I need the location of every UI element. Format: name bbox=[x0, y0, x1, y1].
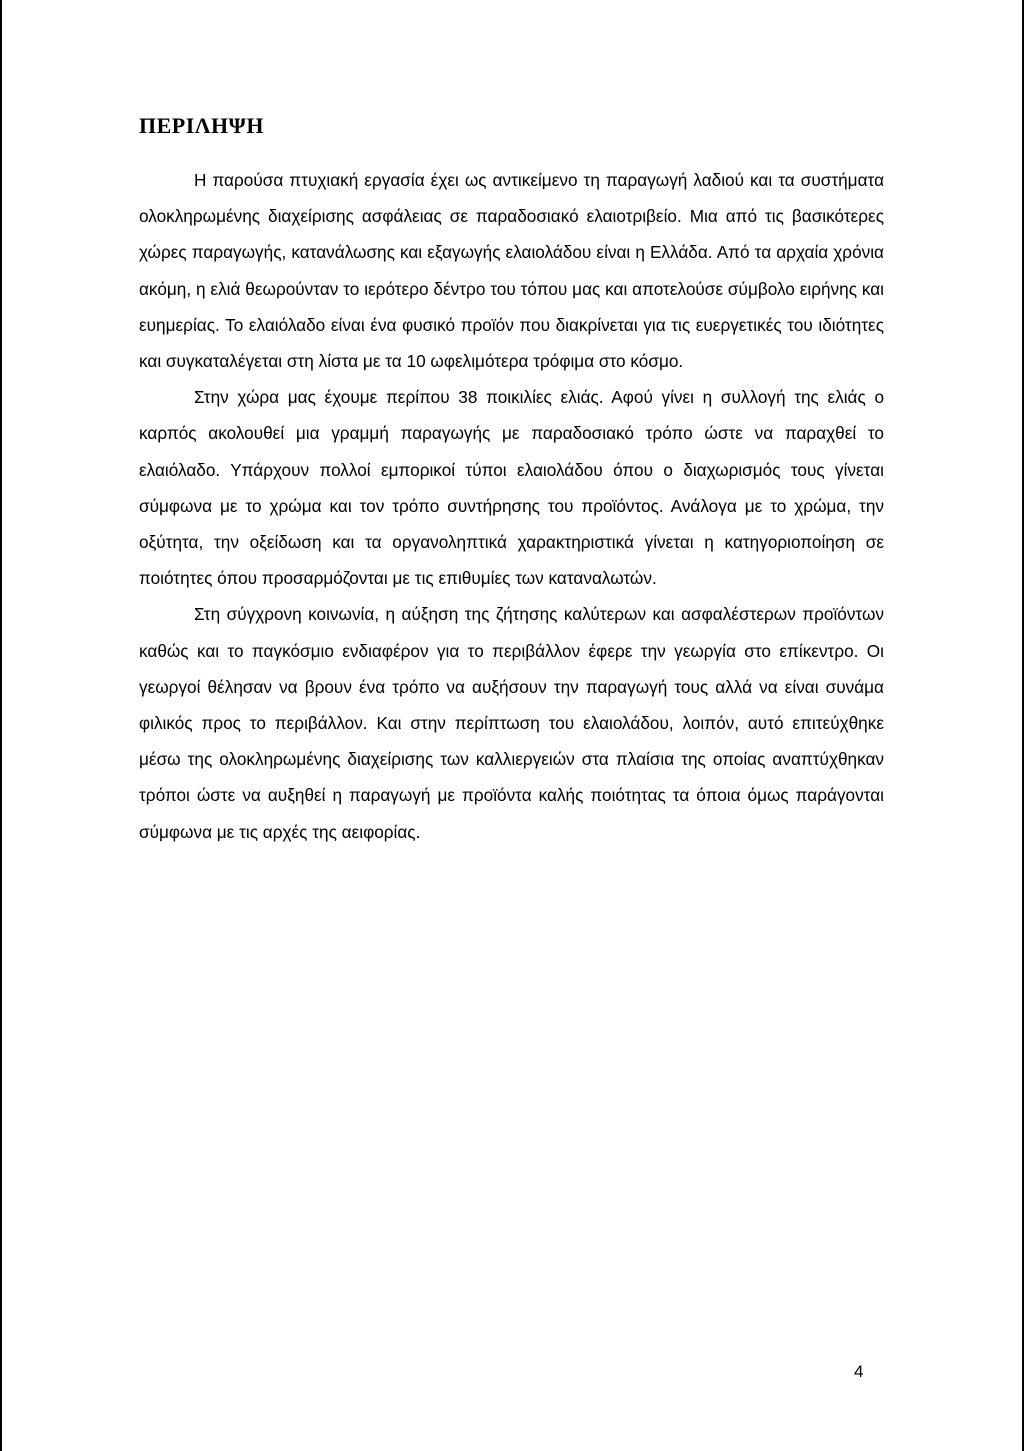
page-number: 4 bbox=[854, 1362, 864, 1381]
page-heading: ΠΕΡΙΛΗΨΗ bbox=[139, 113, 264, 138]
paragraph-1: Η παρούσα πτυχιακή εργασία έχει ως αντικείμενο τη παραγωγή λαδιού και τα συστήματα ολοκληρωμένης διαχείρισης ασφάλειας σε παραδοσιακό ελαιοτριβείο. Μια από τις βασικότερες χώρες παραγωγής, κατανάλωσης και εξαγωγής ελαιολάδου είναι η Ελλάδα. Από τα αρχαία χρόνια ακόμη, η ελιά θεωρούνταν το ιερότερο δέντρο του τόπου μας και αποτελούσε σύμβολο ειρήνης και ευημερίας. Το ελαιόλαδο είναι ένα φυσικό προϊόν που διακρίνεται για τις ευεργετικές του ιδιότητες και συγκαταλέγεται στη λίστα με τα 10 ωφελιμότερα τρόφιμα στο κόσμο. bbox=[139, 170, 884, 372]
paragraph-3: Στη σύγχρονη κοινωνία, η αύξηση της ζήτησης καλύτερων και ασφαλέστερων προϊόντων καθώς και το παγκόσμιο ενδιαφέρον για το περιβάλλον έφερε την γεωργία στο επίκεντρο. Οι γεωργοί θέλησαν να βρουν ένα τρόπο να αυξήσουν την παραγωγή τους αλλά να είναι συνάμα φιλικός προς το περιβάλλον. Και στην περίπτωση του ελαιολάδου, λοιπόν, αυτό επιτεύχθηκε μέσω της ολοκληρωμένης διαχείρισης των καλλιεργειών στα πλαίσια της οποίας αναπτύχθηκαν τρόποι ώστε να αυξηθεί η παραγωγή με προϊόντα καλής ποιότητας τα όποια όμως παράγονται σύμφωνα με τις αρχές της αειφορίας. bbox=[139, 604, 884, 842]
summary-body bbox=[139, 162, 884, 850]
paragraph-2: Στην χώρα μας έχουμε περίπου 38 ποικιλίες ελιάς. Αφού γίνει η συλλογή της ελιάς ο καρπός ακολουθεί μια γραμμή παραγωγής με παραδοσιακό τρόπο ώστε να παραχθεί το ελαιόλαδο. Υπάρχουν πολλοί εμπορικοί τύποι ελαιολάδου όπου ο διαχωρισμός τους γίνεται σύμφωνα με το χρώμα και τον τρόπο συντήρησης του προϊόντος. Ανάλογα με το χρώμα, την οξύτητα, την οξείδωση και τα οργανοληπτικά χαρακτηριστικά γίνεται η κατηγοριοποίηση σε ποιότητες όπου προσαρμόζονται με τις επιθυμίες των καταναλωτών. bbox=[139, 387, 884, 589]
